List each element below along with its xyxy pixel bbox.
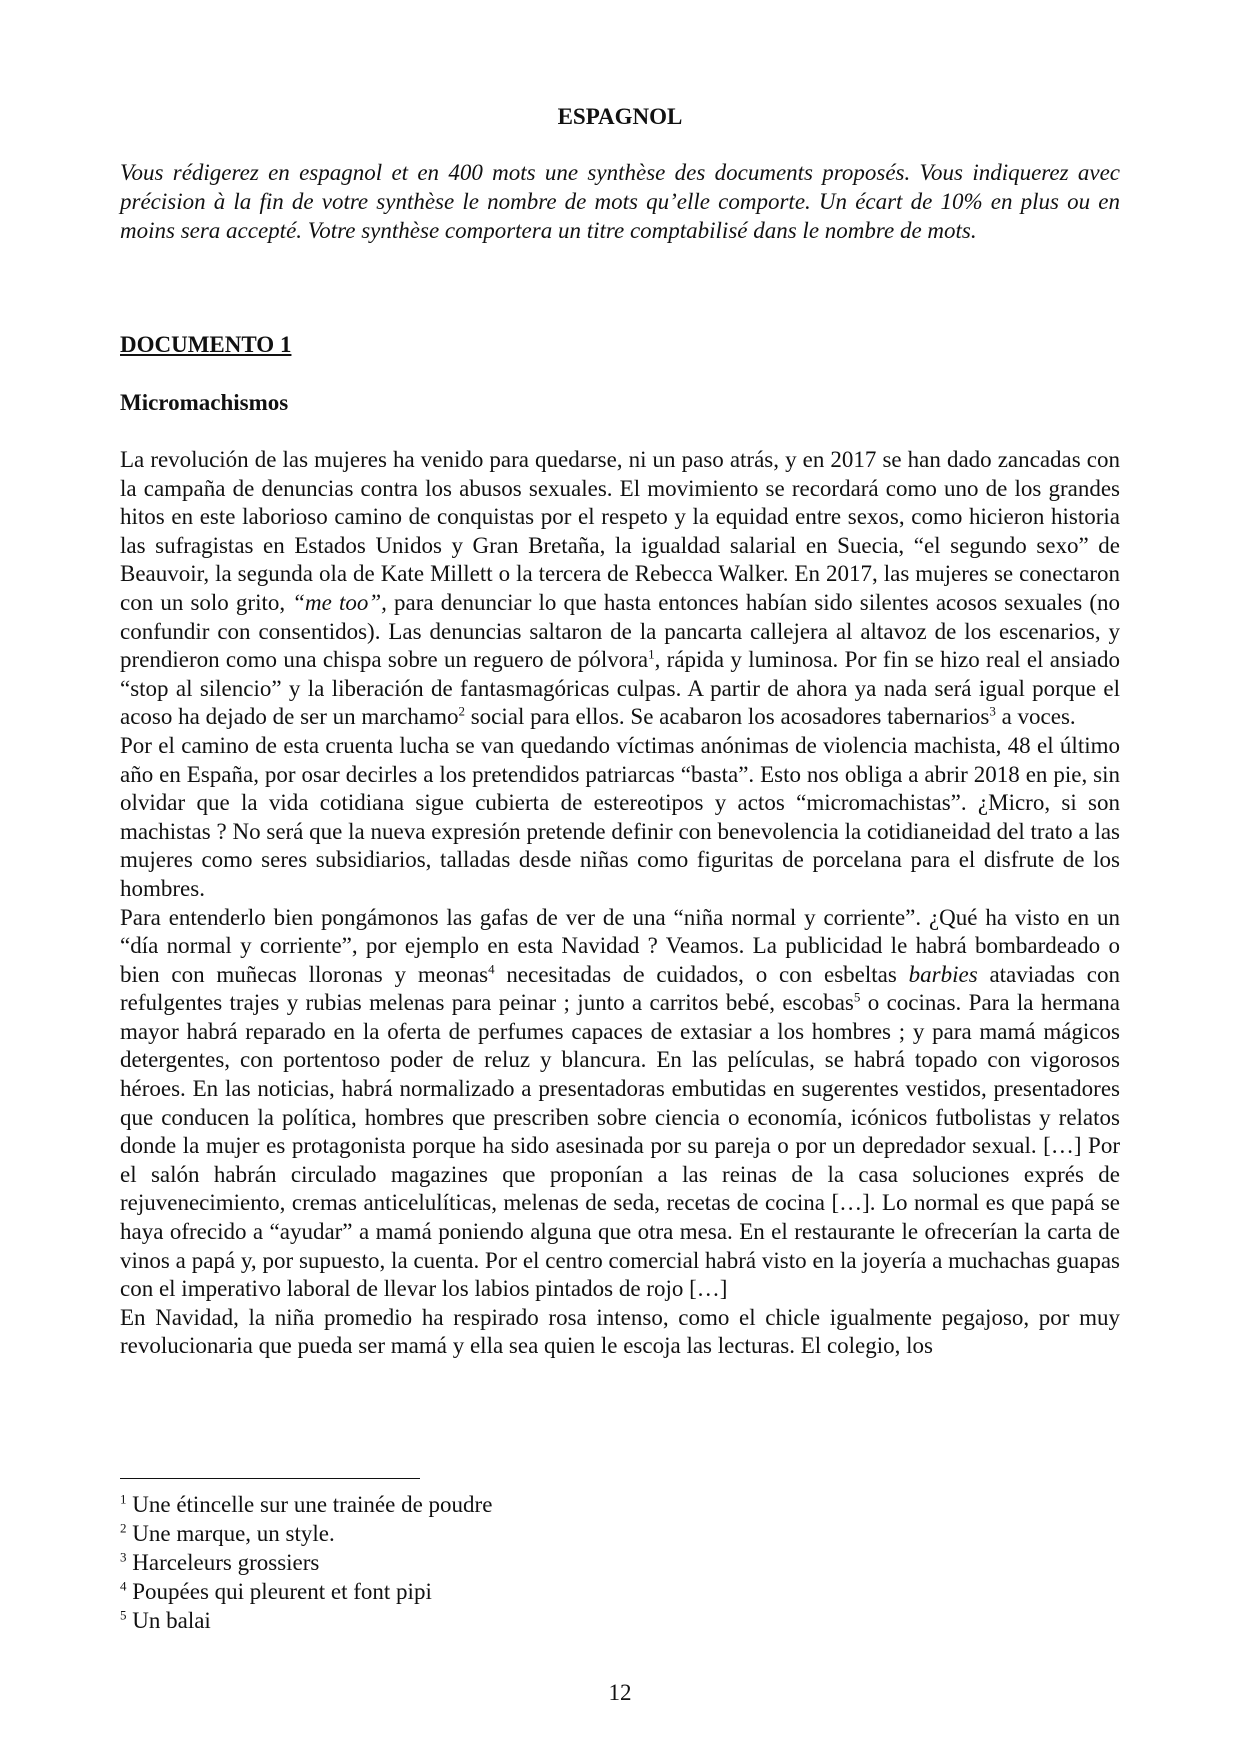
paragraph-1: La revolución de las mujeres ha venido para quedarse, ni un paso atrás, y en 2017 se han dado zancadas con la campaña de denuncias contra los abusos sexuales. El movimiento se recordará como uno de los grandes hitos en este laborioso camino de conquistas por el respeto y la equidad entre sexos, como hicieron historia las sufragistas en Estados Unidos y Gran Bretaña, la igualdad salarial en Suecia, “el segundo sexo” de Beauvoir, la segunda ola de Kate Millett o la tercera de Rebecca Walker. En 2017, las mujeres se conectaron con un solo grito, “me too”, para denunciar lo que hasta entonces habían sido silentes acosos sexuales (no confundir con consentidos). Las denuncias saltaron de la pancarta callejera al altavoz de los escenarios, y prendieron como una chispa sobre un reguero de pólvora$^1$, rápida y luminosa. Por fin se hizo real el ansiado “stop al silencio” y la liberación de fantasmagóricas culpas. A partir de ahora ya nada será igual porque el acoso ha dejado de ser un marchamo$^2$ social para ellos. Se acabaron los acosadores tabernarios$^3$ a voces.: [120, 447, 1120, 730]
footnote-item: $^2$ Une marque, un style.: [120, 1520, 335, 1546]
page-title: ESPAGNOL: [557, 104, 683, 129]
footnote-item: $^4$ Poupées qui pleurent et font pipi: [120, 1578, 432, 1604]
article-body: [120, 446, 1120, 1361]
footnote-ref-1: 1: [648, 646, 655, 662]
me-too-quote: “me too”,: [292, 589, 387, 615]
footnote-ref-5: 5: [853, 989, 861, 1005]
footnote-ref-3: 3: [989, 703, 996, 719]
footnotes-list: [120, 1490, 492, 1635]
footnote-item: $^5$ Un balai: [120, 1607, 211, 1633]
document-heading: DOCUMENTO 1: [120, 332, 292, 357]
barbies-word: barbies: [908, 961, 978, 987]
instructions: Vous rédigerez en espagnol et en 400 mots une synthèse des documents proposés. Vous indiquerez avec précision à la fin de votre synthèse le nombre de mots qu’elle comporte. Un écart de 10% en plus ou en moins sera accepté. Votre synthèse comportera un titre comptabilisé dans le nombre de mots.: [120, 160, 1120, 243]
paragraph-4: En Navidad, la niña promedio ha respirado rosa intenso, como el chicle igualmente pegajoso, por muy revolucionaria que pueda ser mamá y ella sea quien le escoja las lecturas. El colegio, los: [120, 1304, 1120, 1359]
footnote-item: $^1$ Une étincelle sur une trainée de poudre: [120, 1491, 493, 1517]
page-number: 12: [608, 1680, 632, 1705]
footnote-item: $^3$ Harceleurs grossiers: [120, 1549, 320, 1575]
paragraph-3: Para entenderlo bien pongámonos las gafas de ver de una “niña normal y corriente”. ¿Qué ha visto en un “día normal y corriente”, por ejemplo en esta Navidad ? Veamos. La publicidad le habrá bombardeado o bien con muñecas lloronas y meonas$^4$ necesitadas de cuidados, o con esbeltas barbies ataviadas con refulgentes trajes y rubias melenas para peinar ; junto a carritos bebé, escobas$^5$ o cocinas. Para la hermana mayor habrá reparado en la oferta de perfumes capaces de extasiar a los hombres ; y para mamá mágicos detergentes, con portentoso poder de reluz y blancura. En las películas, se habrá topado con vigorosos héroes. En las noticias, habrá normalizado a presentadoras embutidas en sugerentes vestidos, presentadores que conducen la política, hombres que prescriben sobre ciencia o economía, icónicos futbolistas y relatos donde la mujer es protagonista porque ha sido asesinada por su pareja o por un depredador sexual. […] Por el salón habrán circulado magazines que proponían a las reinas de la casa soluciones exprés de rejuvenecimiento, cremas anticelulíticas, melenas de seda, recetas de cocina […]. Lo normal es que papá se haya ofrecido a “ayudar” a mamá poniendo alguna que otra mesa. En el restaurante le ofrecerían la carta de vinos a papá y, por supuesto, la cuenta. Por el centro comercial habrá visto en la joyería a muchachas guapas con el imperativo laboral de llevar los labios pintados de rojo […]: [120, 904, 1121, 1302]
footnote-ref-2: 2: [458, 703, 465, 719]
paragraph-2: Por el camino de esta cruenta lucha se van quedando víctimas anónimas de violencia machista, 48 el último año en España, por osar decirles a los pretendidos patriarcas “basta”. Esto nos obliga a abrir 2018 en pie, sin olvidar que la vida cotidiana sigue cubierta de estereotipos y actos “micromachistas”. ¿Micro, si son machistas ? No será que la nueva expresión pretende definir con benevolencia la cotidianeidad del trato a las mujeres como seres subsidiarios, talladas desde niñas como figuritas de porcelana para el disfrute de los hombres.: [120, 732, 1120, 901]
document-subtitle: Micromachismos: [120, 390, 289, 415]
footnote-ref-4: 4: [488, 961, 495, 977]
footnote-divider: [120, 1478, 420, 1479]
